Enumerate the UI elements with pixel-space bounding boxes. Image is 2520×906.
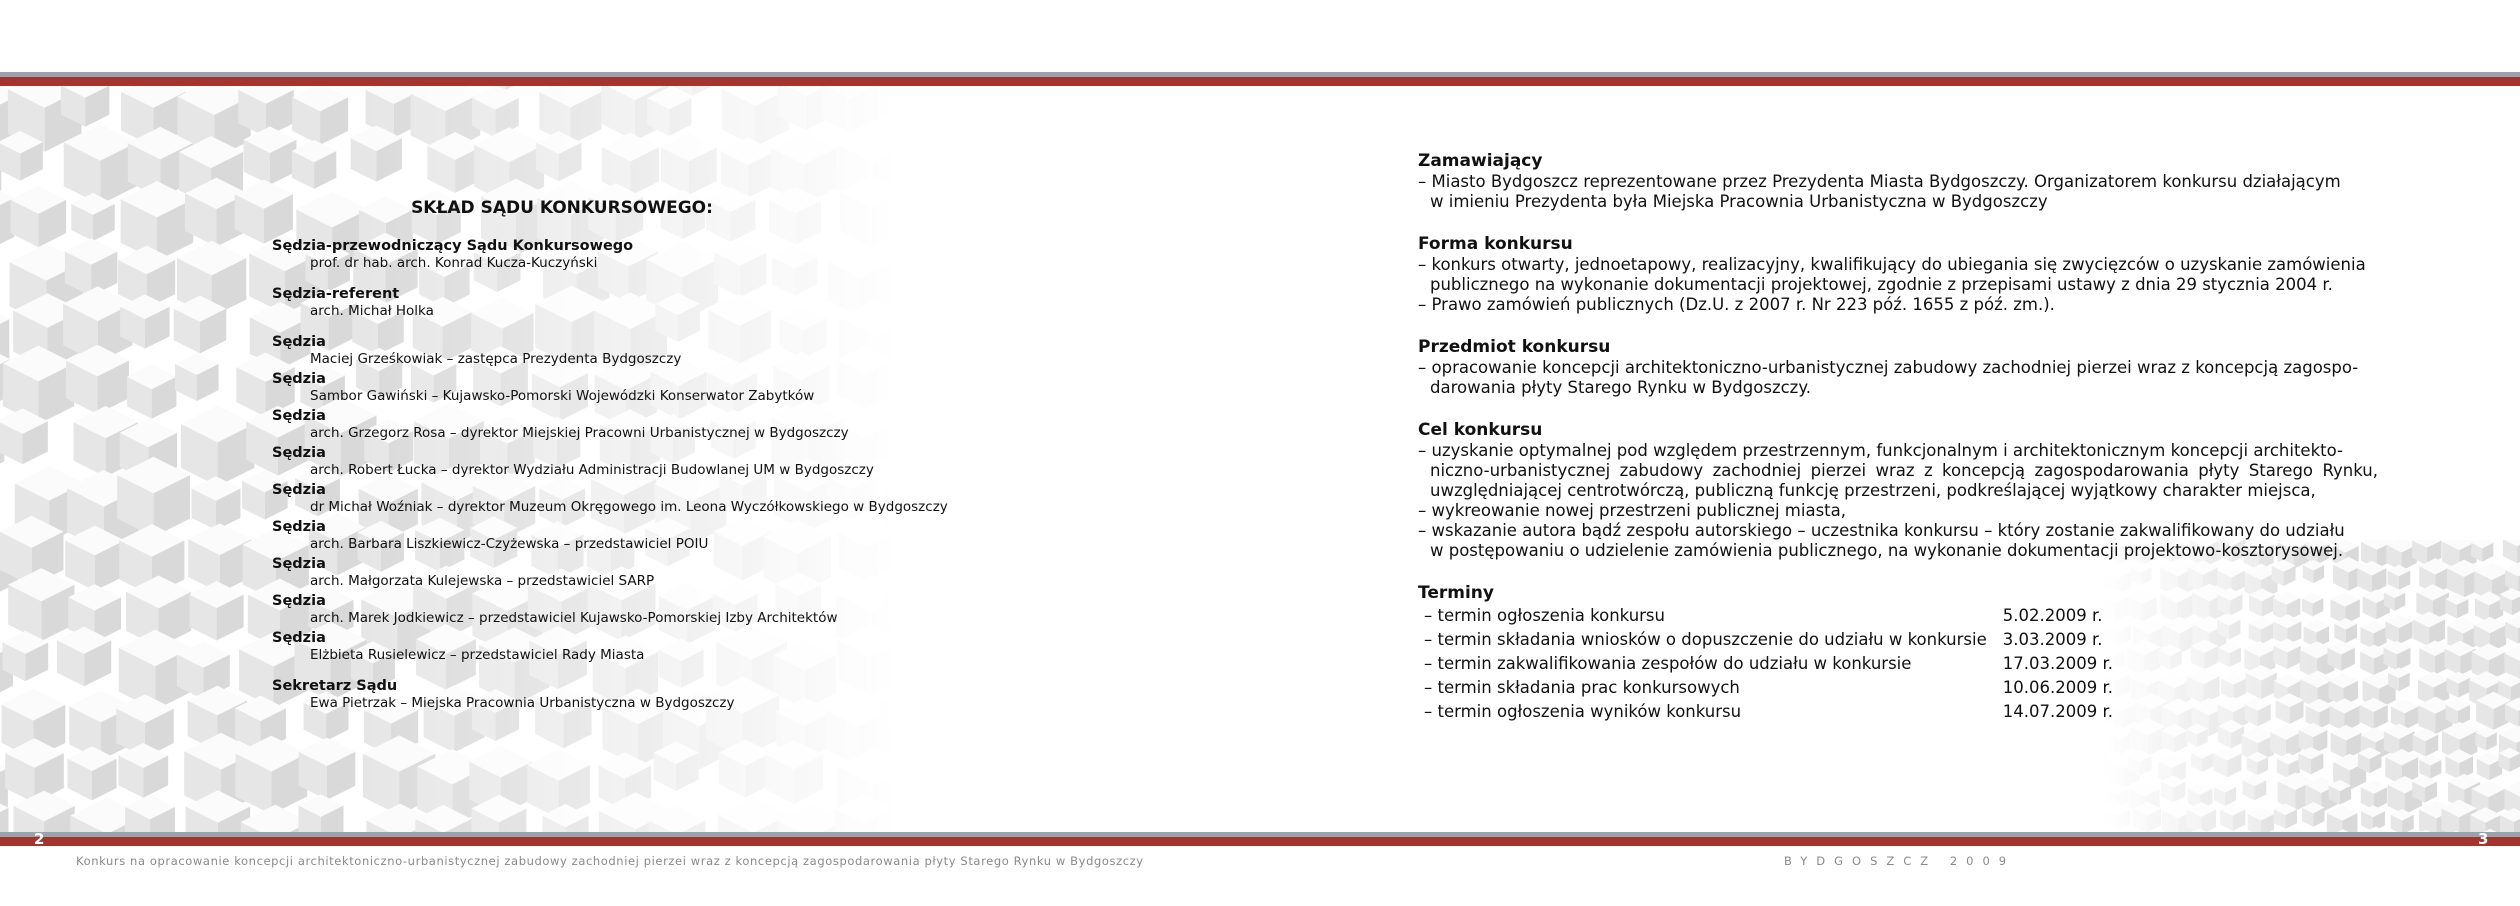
term-row	[1424, 700, 2113, 724]
section-paragraph	[1418, 521, 2378, 561]
jury-role: Sędzia	[272, 482, 326, 498]
info-section	[1418, 150, 2378, 212]
paragraph-first-line: – uzyskanie optymalnej pod względem przestrzennym, funkcjonalnym i architektonicznym koncepcji architekto-	[1418, 441, 2343, 460]
cube-face	[2100, 754, 2108, 783]
section-title: Cel konkursu	[1418, 420, 1543, 440]
jury-member: prof. dr hab. arch. Konrad Kucza-Kuczyński	[310, 255, 598, 271]
jury-role: Sędzia	[272, 445, 326, 461]
jury-entry	[272, 593, 1032, 627]
paragraph-first-line: – wykreowanie nowej przestrzeni publicznej miasta,	[1418, 501, 1847, 520]
section-paragraph	[1418, 255, 2378, 295]
section-title: Forma konkursu	[1418, 234, 1573, 254]
footer-caption: Konkurs na opracowanie koncepcji architektoniczno-urbanistycznej zabudowy zachodniej pierzei wraz z koncepcją zagospodarowania płyty Starego Rynku w Bydgoszczy	[76, 854, 1144, 868]
page-number-left: 2	[34, 830, 45, 848]
section-paragraph	[1418, 172, 2378, 212]
jury-list	[272, 238, 1032, 712]
jury-role: Sędzia	[272, 630, 326, 646]
jury-entry	[272, 445, 1032, 479]
section-paragraph	[1418, 501, 2378, 521]
jury-role: Sędzia	[272, 519, 326, 535]
term-label: – termin zakwalifikowania zespołów do udziału w konkursie	[1424, 654, 1912, 673]
jury-entry	[272, 630, 1032, 664]
term-row	[1424, 604, 2113, 628]
jury-entry	[272, 519, 1032, 553]
section-paragraph	[1418, 295, 2378, 315]
paragraph-first-line: – Prawo zamówień publicznych (Dz.U. z 2007 r. Nr 223 póź. 1655 z póź. zm.).	[1418, 295, 2055, 314]
paragraph-continuation: w imieniu Prezydenta była Miejska Pracownia Urbanistyczna w Bydgoszczy	[1430, 192, 2048, 211]
paragraph-first-line: – Miasto Bydgoszcz reprezentowane przez Prezydenta Miasta Bydgoszczy. Organizatorem konkursu działającym	[1418, 172, 2341, 191]
section-paragraph	[1418, 441, 2378, 501]
cube-face	[898, 823, 900, 832]
jury-member: Maciej Grześkowiak – zastępca Prezydenta Bydgoszczy	[310, 351, 682, 367]
jury-entry	[272, 482, 1032, 516]
paragraph-first-line: – opracowanie koncepcji architektoniczno-urbanistycznej zabudowy zachodniej pierzei wraz z koncepcją zagospo-	[1418, 358, 2359, 377]
paragraph-continuation: darowania płyty Starego Rynku w Bydgoszczy.	[1430, 378, 1811, 397]
term-row	[1424, 676, 2113, 700]
paragraph-first-line: – konkurs otwarty, jednoetapowy, realizacyjny, kwalifikujący do ubiegania się zwycięzców o uzyskanie zamówienia	[1418, 255, 2366, 274]
jury-member: arch. Robert Łucka – dyrektor Wydziału Administracji Budowlanej UM w Bydgoszczy	[310, 462, 874, 478]
terms-table	[1424, 604, 2113, 724]
terms-title: Terminy	[1418, 583, 1494, 603]
info-section	[1418, 336, 2378, 398]
jury-member: arch. Grzegorz Rosa – dyrektor Miejskiej Pracowni Urbanistycznej w Bydgoszczy	[310, 425, 849, 441]
jury-role: Sędzia	[272, 556, 326, 572]
paragraph-continuation: w postępowaniu o udzielenie zamówienia publicznego, na wykonanie dokumentacji projektowo-kosztorysowej.	[1430, 541, 2344, 560]
term-label: – termin ogłoszenia wyników konkursu	[1424, 702, 1742, 721]
jury-member: Elżbieta Rusielewicz – przedstawiciel Rady Miasta	[310, 647, 645, 663]
top-decorative-band	[0, 72, 2520, 86]
paragraph-first-line: – wskazanie autora bądź zespołu autorskiego – uczestnika konkursu – który zostanie zakwalifikowany do udziału	[1418, 521, 2345, 540]
jury-member: arch. Barbara Liszkiewicz-Czyżewska – przedstawiciel POIU	[310, 536, 709, 552]
term-date: 14.07.2009 r.	[2002, 702, 2113, 721]
jury-entry	[272, 238, 1032, 272]
jury-role: Sędzia	[272, 334, 326, 350]
term-label: – termin składania wniosków o dopuszczenie do udziału w konkursie	[1424, 630, 1987, 649]
info-section	[1418, 233, 2378, 315]
jury-heading: SKŁAD SĄDU KONKURSOWEGO:	[411, 198, 713, 218]
jury-role: Sędzia	[272, 408, 326, 424]
section-title: Zamawiający	[1418, 151, 1543, 171]
jury-entry	[272, 286, 1032, 320]
cube-face	[506, 86, 537, 90]
jury-role: Sędzia-referent	[272, 286, 400, 302]
term-label: – termin ogłoszenia konkursu	[1424, 606, 1665, 625]
section-paragraph	[1418, 358, 2378, 398]
paragraph-continuation: niczno-urbanistycznej zabudowy zachodniej pierzei wraz z koncepcją zagospodarowania płyty Starego Rynku, uwzględniającej centrotwórczą, publiczną funkcję przestrzeni, podkreślającej wyjątkowy charakter miejsca,	[1430, 461, 2378, 500]
jury-composition	[272, 198, 1032, 715]
jury-member: arch. Małgorzata Kulejewska – przedstawiciel SARP	[310, 573, 655, 589]
jury-role: Sędzia	[272, 593, 326, 609]
cube-face	[0, 808, 8, 832]
jury-entry	[272, 556, 1032, 590]
jury-role: Sędzia	[272, 371, 326, 387]
term-row	[1424, 628, 2113, 652]
jury-member: arch. Marek Jodkiewicz – przedstawiciel Kujawsko-Pomorskiej Izby Architektów	[310, 610, 838, 626]
info-section	[1418, 419, 2378, 561]
footer-city-year: BYDGOSZCZ 2009	[1784, 854, 2016, 868]
jury-member: dr Michał Woźniak – dyrektor Muzeum Okręgowego im. Leona Wyczółkowskiego w Bydgoszczy	[310, 499, 948, 515]
page-number-right: 3	[2478, 830, 2489, 848]
term-row	[1424, 652, 2113, 676]
jury-entry	[272, 334, 1032, 368]
jury-member: Sambor Gawiński – Kujawsko-Pomorski Wojewódzki Konserwator Zabytków	[310, 388, 815, 404]
term-date: 3.03.2009 r.	[2002, 630, 2103, 649]
paragraph-continuation: publicznego na wykonanie dokumentacji projektowej, zgodnie z przepisami ustawy z dnia 29 stycznia 2004 r.	[1430, 275, 2333, 294]
competition-info	[1418, 150, 2378, 724]
term-date: 17.03.2009 r.	[2002, 654, 2113, 673]
jury-member: arch. Michał Holka	[310, 303, 434, 319]
term-date: 10.06.2009 r.	[2002, 678, 2113, 697]
jury-role: Sekretarz Sądu	[272, 678, 398, 694]
term-date: 5.02.2009 r.	[2002, 606, 2103, 625]
jury-role: Sędzia-przewodniczący Sądu Konkursowego	[272, 238, 634, 254]
jury-member: Ewa Pietrzak – Miejska Pracownia Urbanistyczna w Bydgoszczy	[310, 695, 735, 711]
jury-entry	[272, 678, 1032, 712]
jury-entry	[272, 408, 1032, 442]
bottom-decorative-band	[0, 832, 2520, 846]
section-title: Przedmiot konkursu	[1418, 337, 1611, 357]
term-label: – termin składania prac konkursowych	[1424, 678, 1740, 697]
info-sections	[1418, 150, 2378, 561]
jury-entry	[272, 371, 1032, 405]
